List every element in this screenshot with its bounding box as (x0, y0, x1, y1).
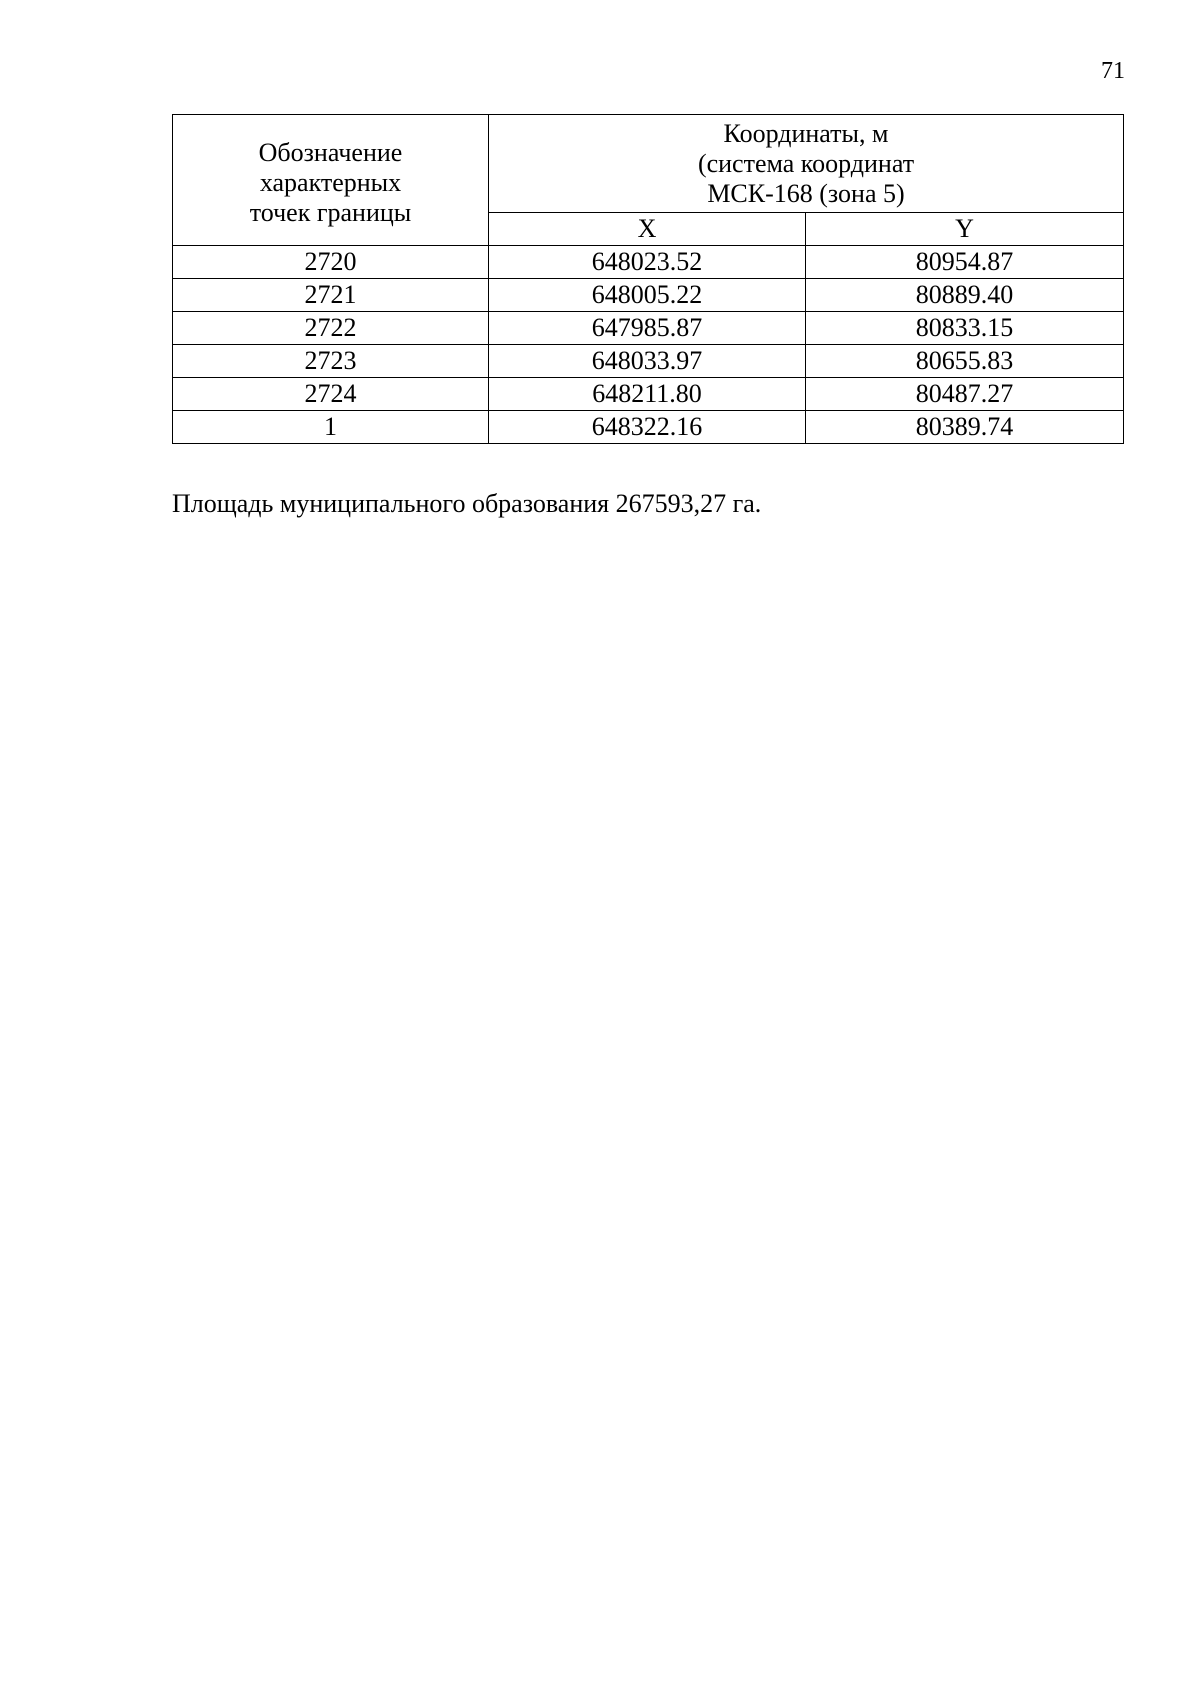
point-header-line: характерных (259, 168, 402, 197)
y-cell: 80833.15 (806, 312, 1124, 345)
y-column-header: Y (806, 213, 1124, 246)
table-row (173, 345, 1124, 378)
point-header-line: Обозначение (258, 138, 403, 167)
point-cell: 2723 (173, 345, 489, 378)
table-header-row (173, 115, 1124, 213)
y-cell: 80655.83 (806, 345, 1124, 378)
point-cell: 2720 (173, 246, 489, 279)
x-column-header: X (489, 213, 806, 246)
x-cell: 648023.52 (489, 246, 806, 279)
x-cell: 648005.22 (489, 279, 806, 312)
coords-header-line: МСК-168 (зона 5) (707, 178, 905, 208)
municipal-area-text: Площадь муниципального образования 267593,27 га. (172, 489, 762, 518)
point-cell: 2722 (173, 312, 489, 345)
y-cell: 80389.74 (806, 411, 1124, 444)
coords-header-line: Координаты, м (723, 118, 889, 148)
y-cell: 80487.27 (806, 378, 1124, 411)
x-cell: 648322.16 (489, 411, 806, 444)
table-row (173, 378, 1124, 411)
page-number: 71 (1101, 58, 1125, 84)
table-row (173, 312, 1124, 345)
point-cell: 2724 (173, 378, 489, 411)
point-cell: 1 (173, 411, 489, 444)
table-row (173, 411, 1124, 444)
y-cell: 80889.40 (806, 279, 1124, 312)
coords-header-line: (система координат (697, 148, 915, 178)
point-designation-header (173, 115, 489, 246)
coordinates-group-header (489, 115, 1124, 213)
x-cell: 647985.87 (489, 312, 806, 345)
y-cell: 80954.87 (806, 246, 1124, 279)
x-cell: 648033.97 (489, 345, 806, 378)
x-cell: 648211.80 (489, 378, 806, 411)
point-header-line: точек границы (249, 198, 412, 227)
table-row (173, 279, 1124, 312)
table-row (173, 246, 1124, 279)
coordinates-table (172, 114, 1124, 444)
point-cell: 2721 (173, 279, 489, 312)
